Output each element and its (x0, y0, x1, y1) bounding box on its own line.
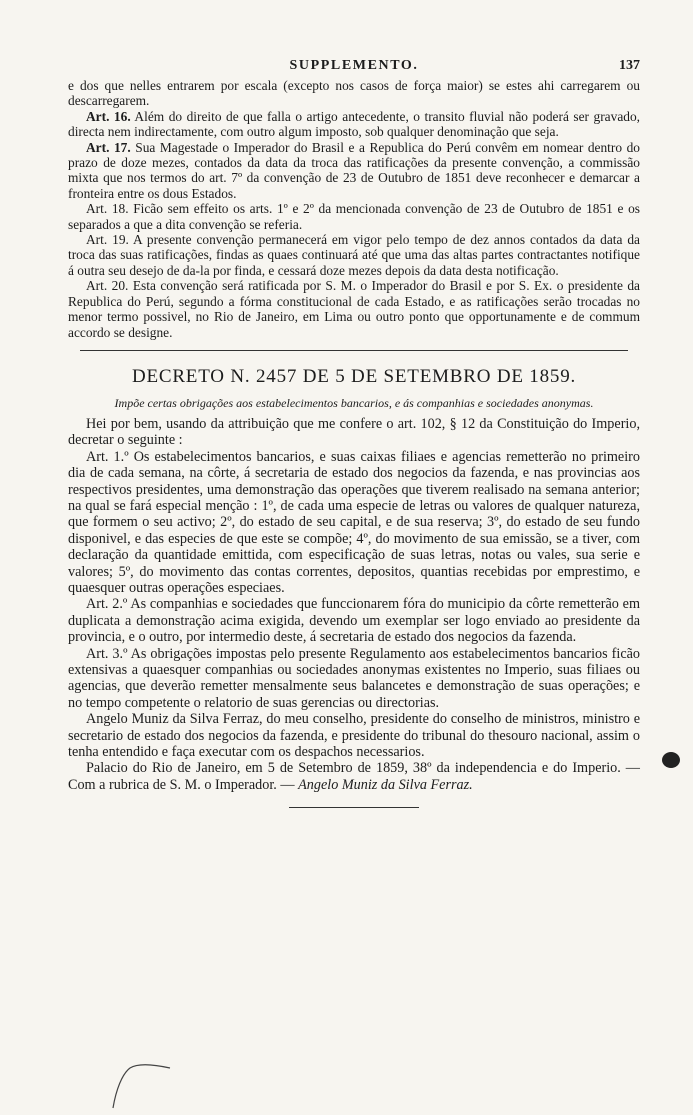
decree-palace-line (68, 760, 640, 793)
article-text: As obrigações impostas pelo presente Regulamento aos estabelecimentos bancarios ficão extensivas a quaesquer companhias ou sociedades anonymas existentes no Imperio, suas filiaes ou agencias, que deverão remetter mensalmente seus balancetes e demonstração de suas operações; e no tempo competente o relatorio de suas gerencias ou directorias. (68, 645, 641, 711)
signature: Angelo Muniz da Silva Ferraz. (298, 776, 473, 793)
palace-text: Palacio do Rio de Janeiro, em 5 de Setembro de 1859, 38º da independencia e do Imperio. — Com a rubrica de S. M. o Imperador. — (68, 760, 640, 793)
article-18: Art. 18. Ficão sem effeito os arts. 1º e 2º da mencionada convenção de 23 de Outubro de 1851 e os separados a que a dita convenção se referia. (68, 201, 640, 232)
article-17 (68, 140, 640, 202)
decree-intro: Hei por bem, usando da attribuição que me confere o art. 102, § 12 da Constituição do Imperio, decretar o seguinte : (68, 415, 640, 449)
decree-body (68, 416, 640, 793)
decree-subtitle: Impõe certas obrigações aos estabelecimentos bancarios, e ás companhias e sociedades anonymas. (114, 395, 594, 410)
decree-closing: Angelo Muniz da Silva Ferraz, do meu conselho, presidente do conselho de ministros, ministro e secretario de estado dos negocios da fazenda, e presidente do tribunal do thesouro nacional, assim o tenha entendido e faça executar com os despachos necessarios. (68, 711, 640, 761)
page-number: 137 (619, 58, 640, 73)
article-number: Art. 1.º (86, 448, 129, 465)
decree-article-2 (68, 596, 640, 645)
end-rule (289, 807, 419, 808)
page (68, 58, 640, 808)
article-number: Art. 2.º (86, 596, 128, 613)
article-text: Além do direito de que falla o artigo antecedente, o transito fluvial não poderá ser gravado, directa nem indirectamente, com outro algum imposto, sob qualquer denominação que seja. (68, 108, 640, 140)
article-number: Art. 17. (86, 139, 131, 155)
decree-title: DECRETO N. 2457 DE 5 DE SETEMBRO DE 1859. (131, 365, 577, 387)
ink-blot (662, 752, 680, 768)
article-number: Art. 3.º (86, 645, 128, 662)
decree-article-1 (68, 449, 640, 597)
running-header (68, 58, 640, 78)
article-text: Sua Magestade o Imperador do Brasil e a Republica do Perú convêm em nomear dentro do prazo de doze mezes, contados da data da troca das ratificações da presente convenção, a commissão mixta que nos termos do art. 7º da convenção de 23 de Outubro de 1851 deve reconhecer e demarcar a fronteira entre os dous Estados. (68, 139, 640, 201)
article-20: Art. 20. Esta convenção será ratificada por S. M. o Imperador do Brasil e por S. Ex. o presidente da Republica do Perú, segundo a fórma constitucional de cada Estado, e as ratificações serão trocadas no menor termo possivel, no Rio de Janeiro, em Lima ou outro ponto que opportunamente e de commum accordo se designe. (68, 278, 640, 340)
article-text: Os estabelecimentos bancarios, e suas caixas filiaes e agencias remetterão no primeiro dia de cada semana, na côrte, á secretaria de estado dos negocios da fazenda, e nas provincias aos respectivos presidentes, uma demonstração das operações que tiverem realisado na semana anterior; na qual se fará especial menção : 1º, de cada uma especie de letras ou valores de qualquer natureza, que formem o seu activo; 2º, do estado de seu capital, e de sua reserva; 3º, do estado de seu fundo disponivel, e das especies de que este se compõe; 4º, do movimento de sua emissão, se a tiver, com declaração da quantidade emittida, com especificação de suas letras, notas ou vales, sua serie e valores; 5º, do movimento das contas correntes, depositos, quantias recebidas por emprestimo, e quaesquer outras operações especiaes. (68, 448, 640, 596)
article-text: As companhias e sociedades que funccionarem fóra do municipio da côrte remetterão em duplicata a demonstração acima exigida, devendo um exemplar ser logo enviado ao presidente da provincia, e o outro, por intermedio deste, á secretaria de estado dos negocios da fazenda. (68, 596, 641, 646)
article-19: Art. 19. A presente convenção permanecerá em vigor pelo tempo de dez annos contados da data da troca das suas ratificações, findas as quaes continuará até que uma das altas partes contractantes notifique á outra seu desejo de da-la por finda, e cessará doze mezes depois da data desta notificação. (68, 232, 640, 278)
pen-mark-icon (108, 1060, 178, 1110)
article-16 (68, 109, 640, 140)
header-title: SUPPLEMENTO. (289, 58, 419, 73)
article-number: Art. 16. (86, 108, 131, 124)
decree-article-3 (68, 646, 640, 712)
section-divider (80, 350, 628, 351)
paragraph-continuation: e dos que nelles entrarem por escala (excepto nos casos de força maior) se estes ahi carregarem ou descarregarem. (68, 78, 640, 109)
convention-articles (68, 78, 640, 340)
